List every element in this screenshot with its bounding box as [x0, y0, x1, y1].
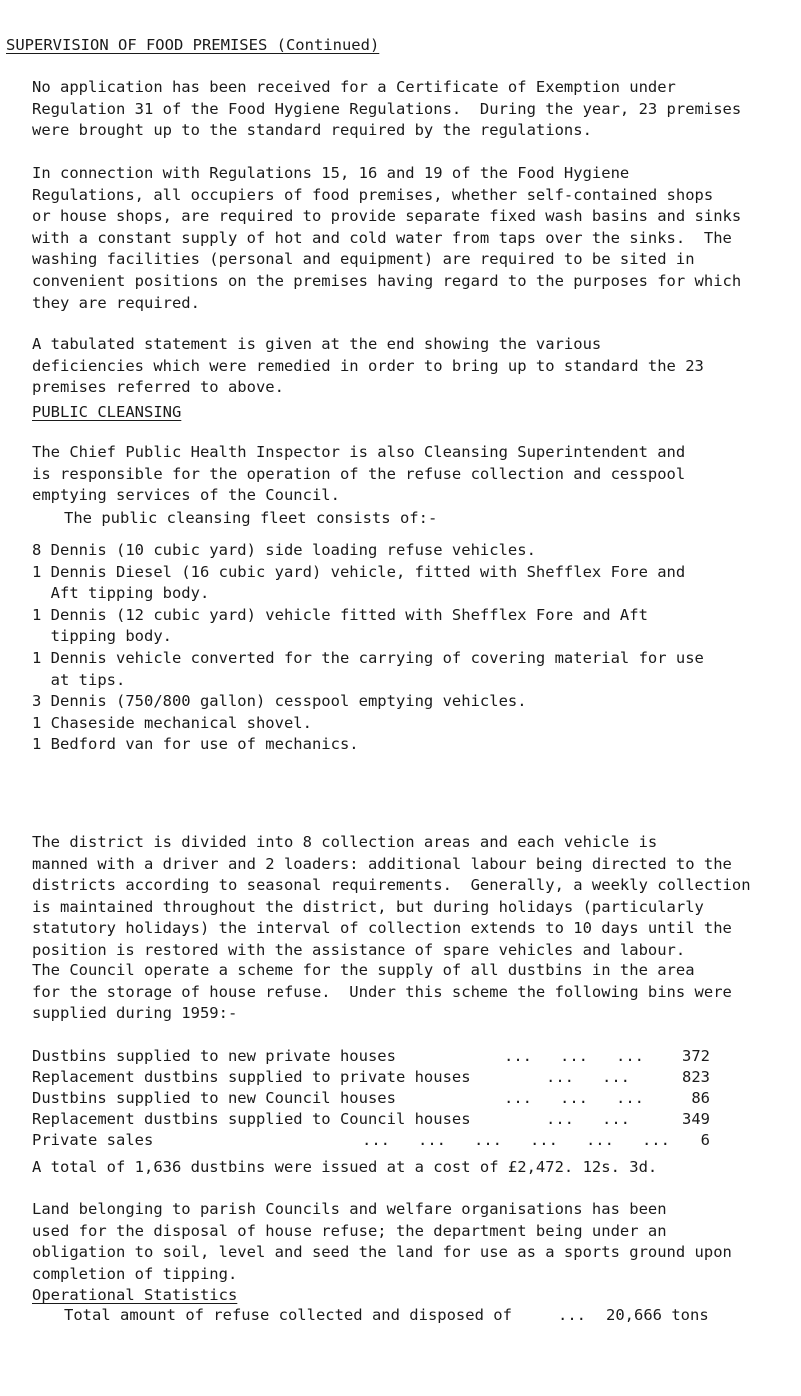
stat-row: [64, 1306, 794, 1327]
dustbin-count: 823: [682, 1068, 710, 1086]
fleet-item: 3 Dennis (750/800 gallon) cesspool emptying vehicles.: [32, 692, 527, 711]
paragraph-collection-areas: The district is divided into 8 collection areas and each vehicle is manned with a driver and 2 loaders: additional labour being directed to the districts according to seasonal requirements. Generally, a weekly collection is maintained throughout the district, but during holidays (particularly statutory holidays) the interval of collection extends to 10 days until the position is restored with the assistance of spare vehicles and labour.: [32, 833, 751, 959]
dustbins-total: A total of 1,636 dustbins were issued at a cost of £2,472. 12s. 3d.: [32, 1158, 658, 1176]
stat-value: 20,666 tons: [606, 1306, 709, 1324]
dustbin-row: [32, 1110, 772, 1131]
operational-statistics-heading: Operational Statistics: [32, 1286, 238, 1304]
fleet-item: 1 Chaseside mechanical shovel.: [32, 713, 312, 732]
dustbin-label: Dustbins supplied to new private houses: [32, 1047, 396, 1065]
fleet-item: 1 Dennis vehicle converted for the carrying of covering material for use at tips.: [32, 648, 704, 689]
dustbin-row: [32, 1089, 772, 1110]
leader-dots: ... ...: [546, 1110, 630, 1128]
dustbin-count: 372: [682, 1047, 710, 1065]
fleet-item: 8 Dennis (10 cubic yard) side loading refuse vehicles.: [32, 541, 536, 559]
fleet-intro: The public cleansing fleet consists of:-: [64, 509, 438, 527]
fleet-item: 1 Dennis Diesel (16 cubic yard) vehicle, fitted with Shefflex Fore and Aft tipping body.: [32, 562, 686, 603]
paragraph-tabulated-statement: A tabulated statement is given at the end showing the various deficiencies which were remedied in order to bring up to standard the 23 premises referred to above.: [32, 335, 704, 397]
paragraph-land-disposal: Land belonging to parish Councils and welfare organisations has been used for the disposal of house refuse; the department being under an obligation to soil, level and seed the land for use as a sports ground upon completion of tipping.: [32, 1200, 732, 1283]
leader-dots: ... ... ...: [504, 1089, 644, 1107]
leader-dots: ... ... ... ... ... ...: [362, 1131, 670, 1149]
dustbin-label: Dustbins supplied to new Council houses: [32, 1089, 396, 1107]
dustbin-label: Private sales: [32, 1131, 154, 1149]
stat-label: Total amount of refuse collected and disposed of: [64, 1306, 512, 1324]
fleet-list: [32, 540, 704, 756]
leader-dots: ... ...: [546, 1068, 630, 1086]
dustbin-label: Replacement dustbins supplied to Council houses: [32, 1110, 471, 1128]
fleet-item: 1 Dennis (12 cubic yard) vehicle fitted with Shefflex Fore and Aft tipping body.: [32, 605, 648, 646]
leader-dots: ...: [558, 1306, 586, 1324]
dustbin-count: 6: [700, 1131, 710, 1149]
dustbin-row: [32, 1131, 772, 1152]
section-title: SUPERVISION OF FOOD PREMISES (Continued): [6, 36, 380, 54]
fleet-item: 1 Bedford van for use of mechanics.: [32, 735, 359, 754]
paragraph-exemption: No application has been received for a Certificate of Exemption under Regulation 31 of the Food Hygiene Regulations. During the year, 23 premises were brought up to the standard required by the regulations.: [32, 78, 742, 140]
dustbin-label: Replacement dustbins supplied to private houses: [32, 1068, 471, 1086]
dustbin-count: 86: [691, 1089, 710, 1107]
dustbin-row: [32, 1047, 772, 1068]
leader-dots: ... ... ...: [504, 1047, 644, 1065]
dustbin-row: [32, 1068, 772, 1089]
paragraph-dustbin-scheme: The Council operate a scheme for the supply of all dustbins in the area for the storage of house refuse. Under this scheme the following bins were supplied during 1959:-: [32, 961, 732, 1023]
paragraph-cleansing-superintendent: The Chief Public Health Inspector is also Cleansing Superintendent and is responsible for the operation of the refuse collection and cesspool emptying services of the Council.: [32, 443, 686, 505]
public-cleansing-heading: PUBLIC CLEANSING: [32, 403, 182, 421]
dustbin-count: 349: [682, 1110, 710, 1128]
paragraph-regulations: In connection with Regulations 15, 16 and 19 of the Food Hygiene Regulations, all occupiers of food premises, whether self-contained shops or house shops, are required to provide separate fixed wash basins and sinks with a constant supply of hot and cold water from taps over the sinks. The washing facilities (personal and equipment) are required to be sited in convenient positions on the premises having regard to the purposes for which they are required.: [32, 164, 742, 312]
